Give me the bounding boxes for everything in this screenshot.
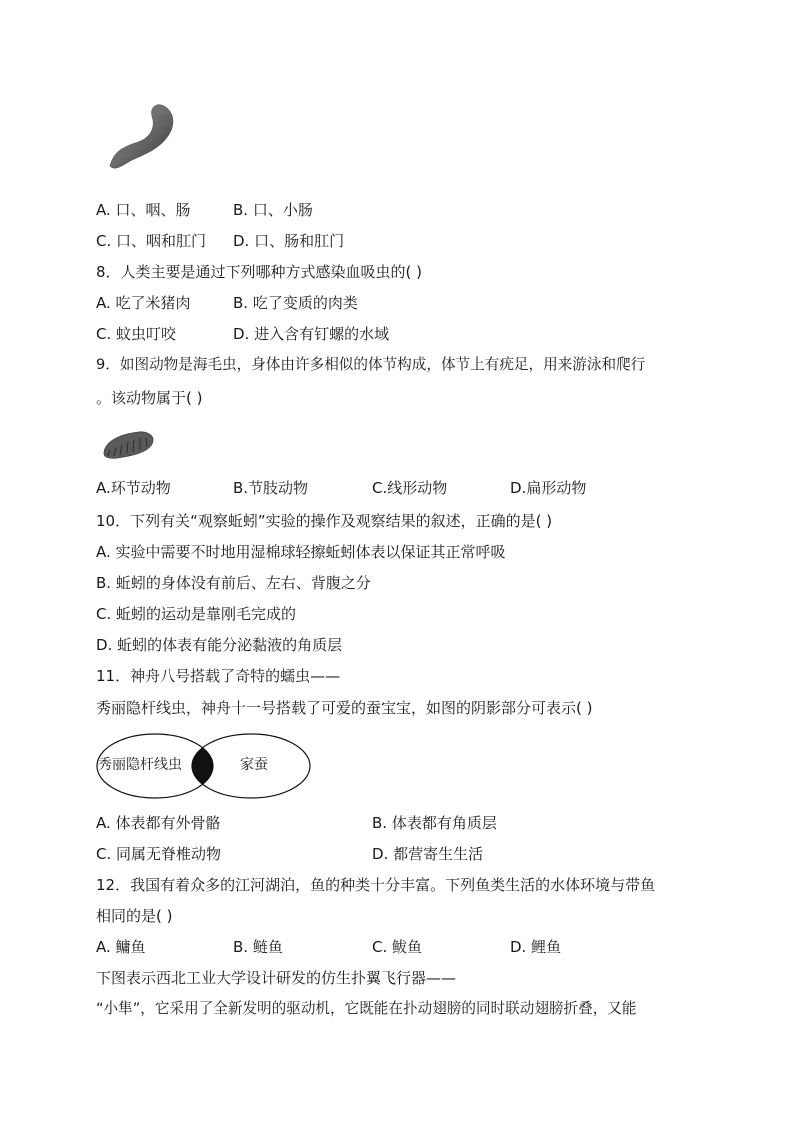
q12-option-a: A. 鳙鱼 bbox=[96, 938, 146, 956]
q8-stem: 8．人类主要是通过下列哪种方式感染血吸虫的( ) bbox=[96, 263, 423, 281]
q10-option-b: B. 蚯蚓的身体没有前后、左右、背腹之分 bbox=[96, 574, 371, 592]
q8-option-c: C. 蚊虫叮咬 bbox=[96, 325, 177, 343]
q11-stem-line-1: 11．神舟八号搭载了奇特的蠕虫—— bbox=[96, 667, 341, 685]
q9-option-d: D.扁形动物 bbox=[510, 479, 587, 497]
q7-option-b: B. 口、小肠 bbox=[233, 201, 313, 219]
q9-option-c: C.线形动物 bbox=[372, 479, 448, 497]
q7-option-d: D. 口、肠和肛门 bbox=[233, 232, 345, 250]
venn-left-label: 秀丽隐杆线虫 bbox=[98, 757, 182, 773]
q9-stem-line-2: 。该动物属于( ) bbox=[96, 389, 203, 407]
q8-option-a: A. 吃了米猪肉 bbox=[96, 294, 191, 312]
q12-option-c: C. 鲅鱼 bbox=[372, 938, 423, 956]
q8-option-d: D. 进入含有钉螺的水域 bbox=[233, 325, 390, 343]
sea-worm-figure bbox=[100, 426, 158, 462]
q10-option-c: C. 蚯蚓的运动是靠刚毛完成的 bbox=[96, 605, 297, 623]
passage-line-2: “小隼”，它采用了全新发明的驱动机，它既能在扑动翅膀的同时联动翅膀折叠，又能 bbox=[96, 1000, 637, 1017]
worm-figure bbox=[104, 98, 182, 176]
q11-option-c: C. 同属无脊椎动物 bbox=[96, 845, 222, 863]
q11-stem-line-2: 秀丽隐杆线虫，神舟十一号搭载了可爱的蚕宝宝，如图的阴影部分可表示( ) bbox=[96, 699, 593, 717]
q11-option-d: D. 都营寄生生活 bbox=[372, 845, 484, 863]
q11-option-a: A. 体表都有外骨骼 bbox=[96, 814, 221, 832]
q12-stem-line-1: 12．我国有着众多的江河湖泊，鱼的种类十分丰富。下列鱼类生活的水体环境与带鱼 bbox=[96, 876, 656, 894]
q10-option-a: A. 实验中需要不时地用湿棉球轻擦蚯蚓体表以保证其正常呼吸 bbox=[96, 543, 506, 561]
q12-option-d: D. 鲤鱼 bbox=[510, 938, 562, 956]
q10-option-d: D. 蚯蚓的体表有能分泌黏液的角质层 bbox=[96, 636, 343, 654]
q10-stem: 10．下列有关“观察蚯蚓”实验的操作及观察结果的叙述，正确的是( ) bbox=[96, 512, 553, 530]
q7-option-c: C. 口、咽和肛门 bbox=[96, 232, 207, 250]
q9-option-a: A.环节动物 bbox=[96, 479, 171, 497]
q9-stem-line-1: 9．如图动物是海毛虫，身体由许多相似的体节构成，体节上有疣足，用来游泳和爬行 bbox=[96, 356, 646, 373]
passage-line-1: 下图表示西北工业大学设计研发的仿生扑翼飞行器—— bbox=[96, 969, 457, 987]
q9-option-b: B.节肢动物 bbox=[233, 479, 309, 497]
q11-option-b: B. 体表都有角质层 bbox=[372, 814, 497, 832]
q12-stem-line-2: 相同的是( ) bbox=[96, 907, 173, 925]
q7-option-a: A. 口、咽、肠 bbox=[96, 201, 191, 219]
q8-option-b: B. 吃了变质的肉类 bbox=[233, 294, 358, 312]
venn-right-label: 家蚕 bbox=[240, 757, 268, 773]
q12-option-b: B. 鲢鱼 bbox=[233, 938, 283, 956]
